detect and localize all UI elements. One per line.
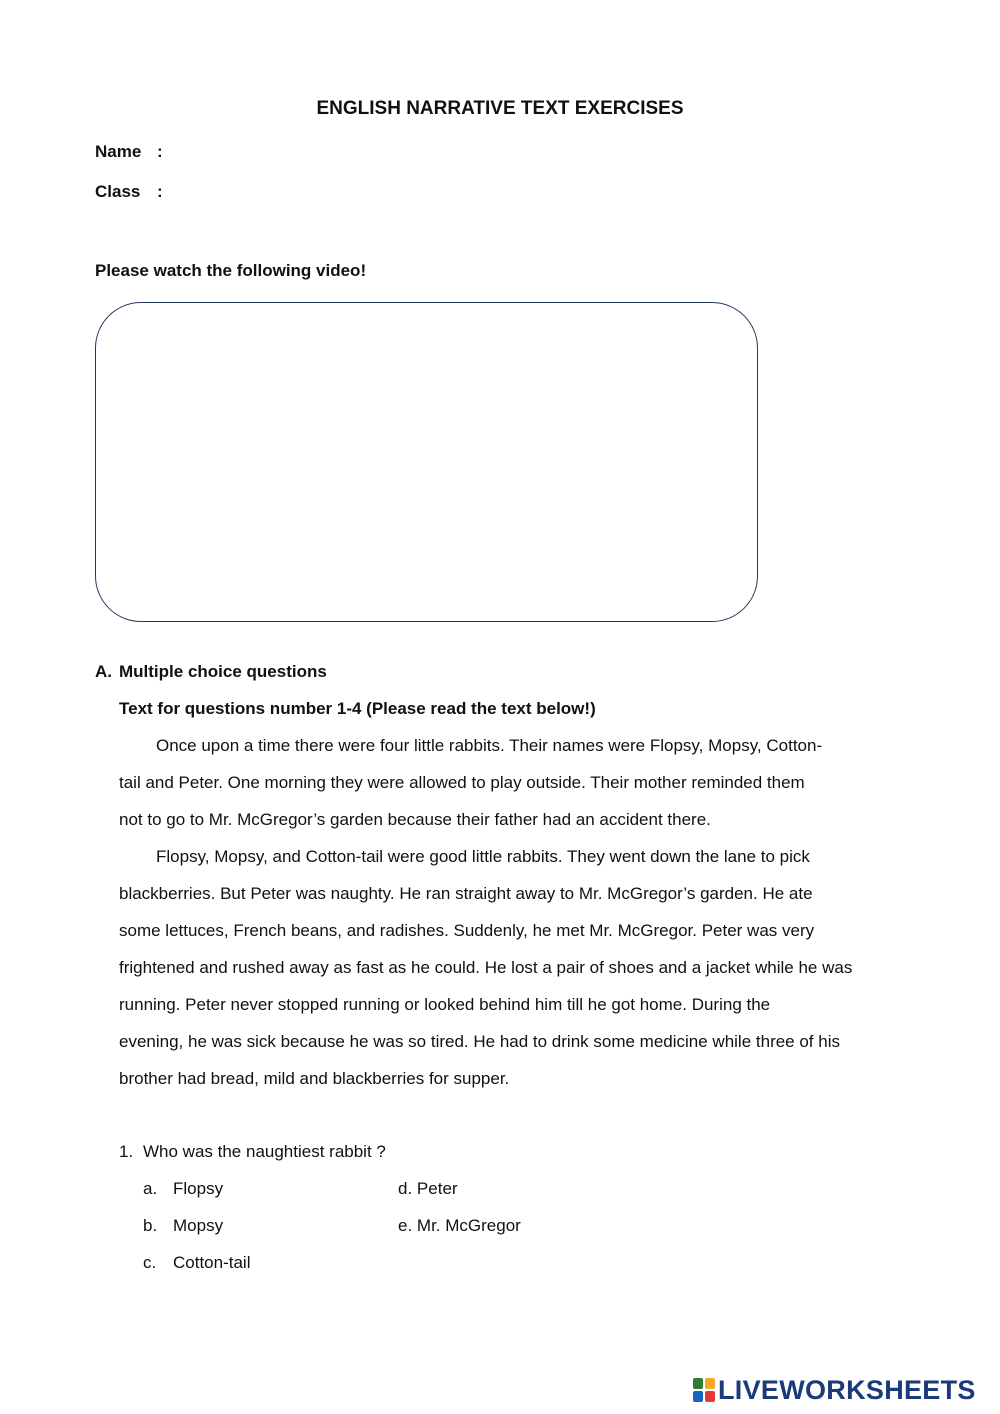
- question-number: 1.: [119, 1142, 134, 1161]
- option-text: Peter: [416, 1179, 458, 1198]
- question-1: [119, 1142, 386, 1162]
- option-letter: e.: [398, 1216, 413, 1235]
- option-b[interactable]: [143, 1216, 223, 1236]
- name-field[interactable]: [95, 142, 163, 162]
- logo-block-2: [705, 1378, 715, 1389]
- story-line: running. Peter never stopped running or looked behind him till he got home. During the: [119, 995, 771, 1014]
- option-e[interactable]: [398, 1216, 521, 1236]
- video-frame[interactable]: [95, 302, 758, 622]
- story-line: blackberries. But Peter was naughty. He ran straight away to Mr. McGregor’s garden. He ate: [119, 884, 813, 903]
- name-colon: :: [157, 142, 163, 161]
- story-line: Flopsy, Mopsy, and Cotton-tail were good little rabbits. They went down the lane to pick: [156, 847, 810, 866]
- name-label: Name: [95, 142, 142, 161]
- option-letter: d.: [398, 1179, 413, 1198]
- logo-mark-icon: [693, 1378, 715, 1402]
- option-c[interactable]: [143, 1253, 250, 1273]
- option-text: Mr. McGregor: [416, 1216, 521, 1235]
- story-line: Once upon a time there were four little rabbits. Their names were Flopsy, Mopsy, Cotton-: [156, 736, 823, 755]
- option-text: Mopsy: [173, 1216, 224, 1235]
- text-heading: Text for questions number 1-4 (Please read the text below!): [119, 699, 596, 718]
- option-letter: a.: [143, 1179, 158, 1198]
- story-line: some lettuces, French beans, and radishes. Suddenly, he met Mr. McGregor. Peter was very: [119, 921, 815, 940]
- logo-block-1: [693, 1378, 703, 1389]
- section-a-title: Multiple choice questions: [119, 662, 327, 681]
- video-instruction: Please watch the following video!: [95, 261, 367, 280]
- option-a[interactable]: [143, 1179, 223, 1199]
- story-line: evening, he was sick because he was so tired. He had to drink some medicine while three of his: [119, 1032, 840, 1051]
- class-colon: :: [157, 182, 163, 201]
- option-text: Cotton-tail: [173, 1253, 251, 1272]
- story-paragraph-1: [119, 727, 909, 838]
- option-text: Flopsy: [173, 1179, 224, 1198]
- section-a-heading: [95, 662, 327, 682]
- option-letter: c.: [143, 1253, 157, 1272]
- story-line: not to go to Mr. McGregor’s garden because their father had an accident there.: [119, 810, 711, 829]
- story-text: [119, 727, 909, 1097]
- liveworksheets-logo: [693, 1376, 976, 1404]
- logo-text: LIVEWORKSHEETS: [718, 1374, 976, 1405]
- option-letter: b.: [143, 1216, 158, 1235]
- class-label: Class: [95, 182, 141, 201]
- logo-block-4: [705, 1391, 715, 1402]
- question-text: Who was the naughtiest rabbit ?: [143, 1142, 386, 1161]
- story-line: tail and Peter. One morning they were allowed to play outside. Their mother reminded them: [119, 773, 805, 792]
- story-line: frightened and rushed away as fast as he could. He lost a pair of shoes and a jacket while he was: [119, 958, 853, 977]
- section-a-letter: A.: [95, 662, 112, 681]
- page-title: ENGLISH NARRATIVE TEXT EXERCISES: [316, 98, 684, 119]
- option-d[interactable]: [398, 1179, 458, 1199]
- story-line: brother had bread, mild and blackberries for supper.: [119, 1069, 510, 1088]
- class-field[interactable]: [95, 182, 163, 202]
- story-paragraph-2: [119, 838, 909, 1097]
- logo-block-3: [693, 1391, 703, 1402]
